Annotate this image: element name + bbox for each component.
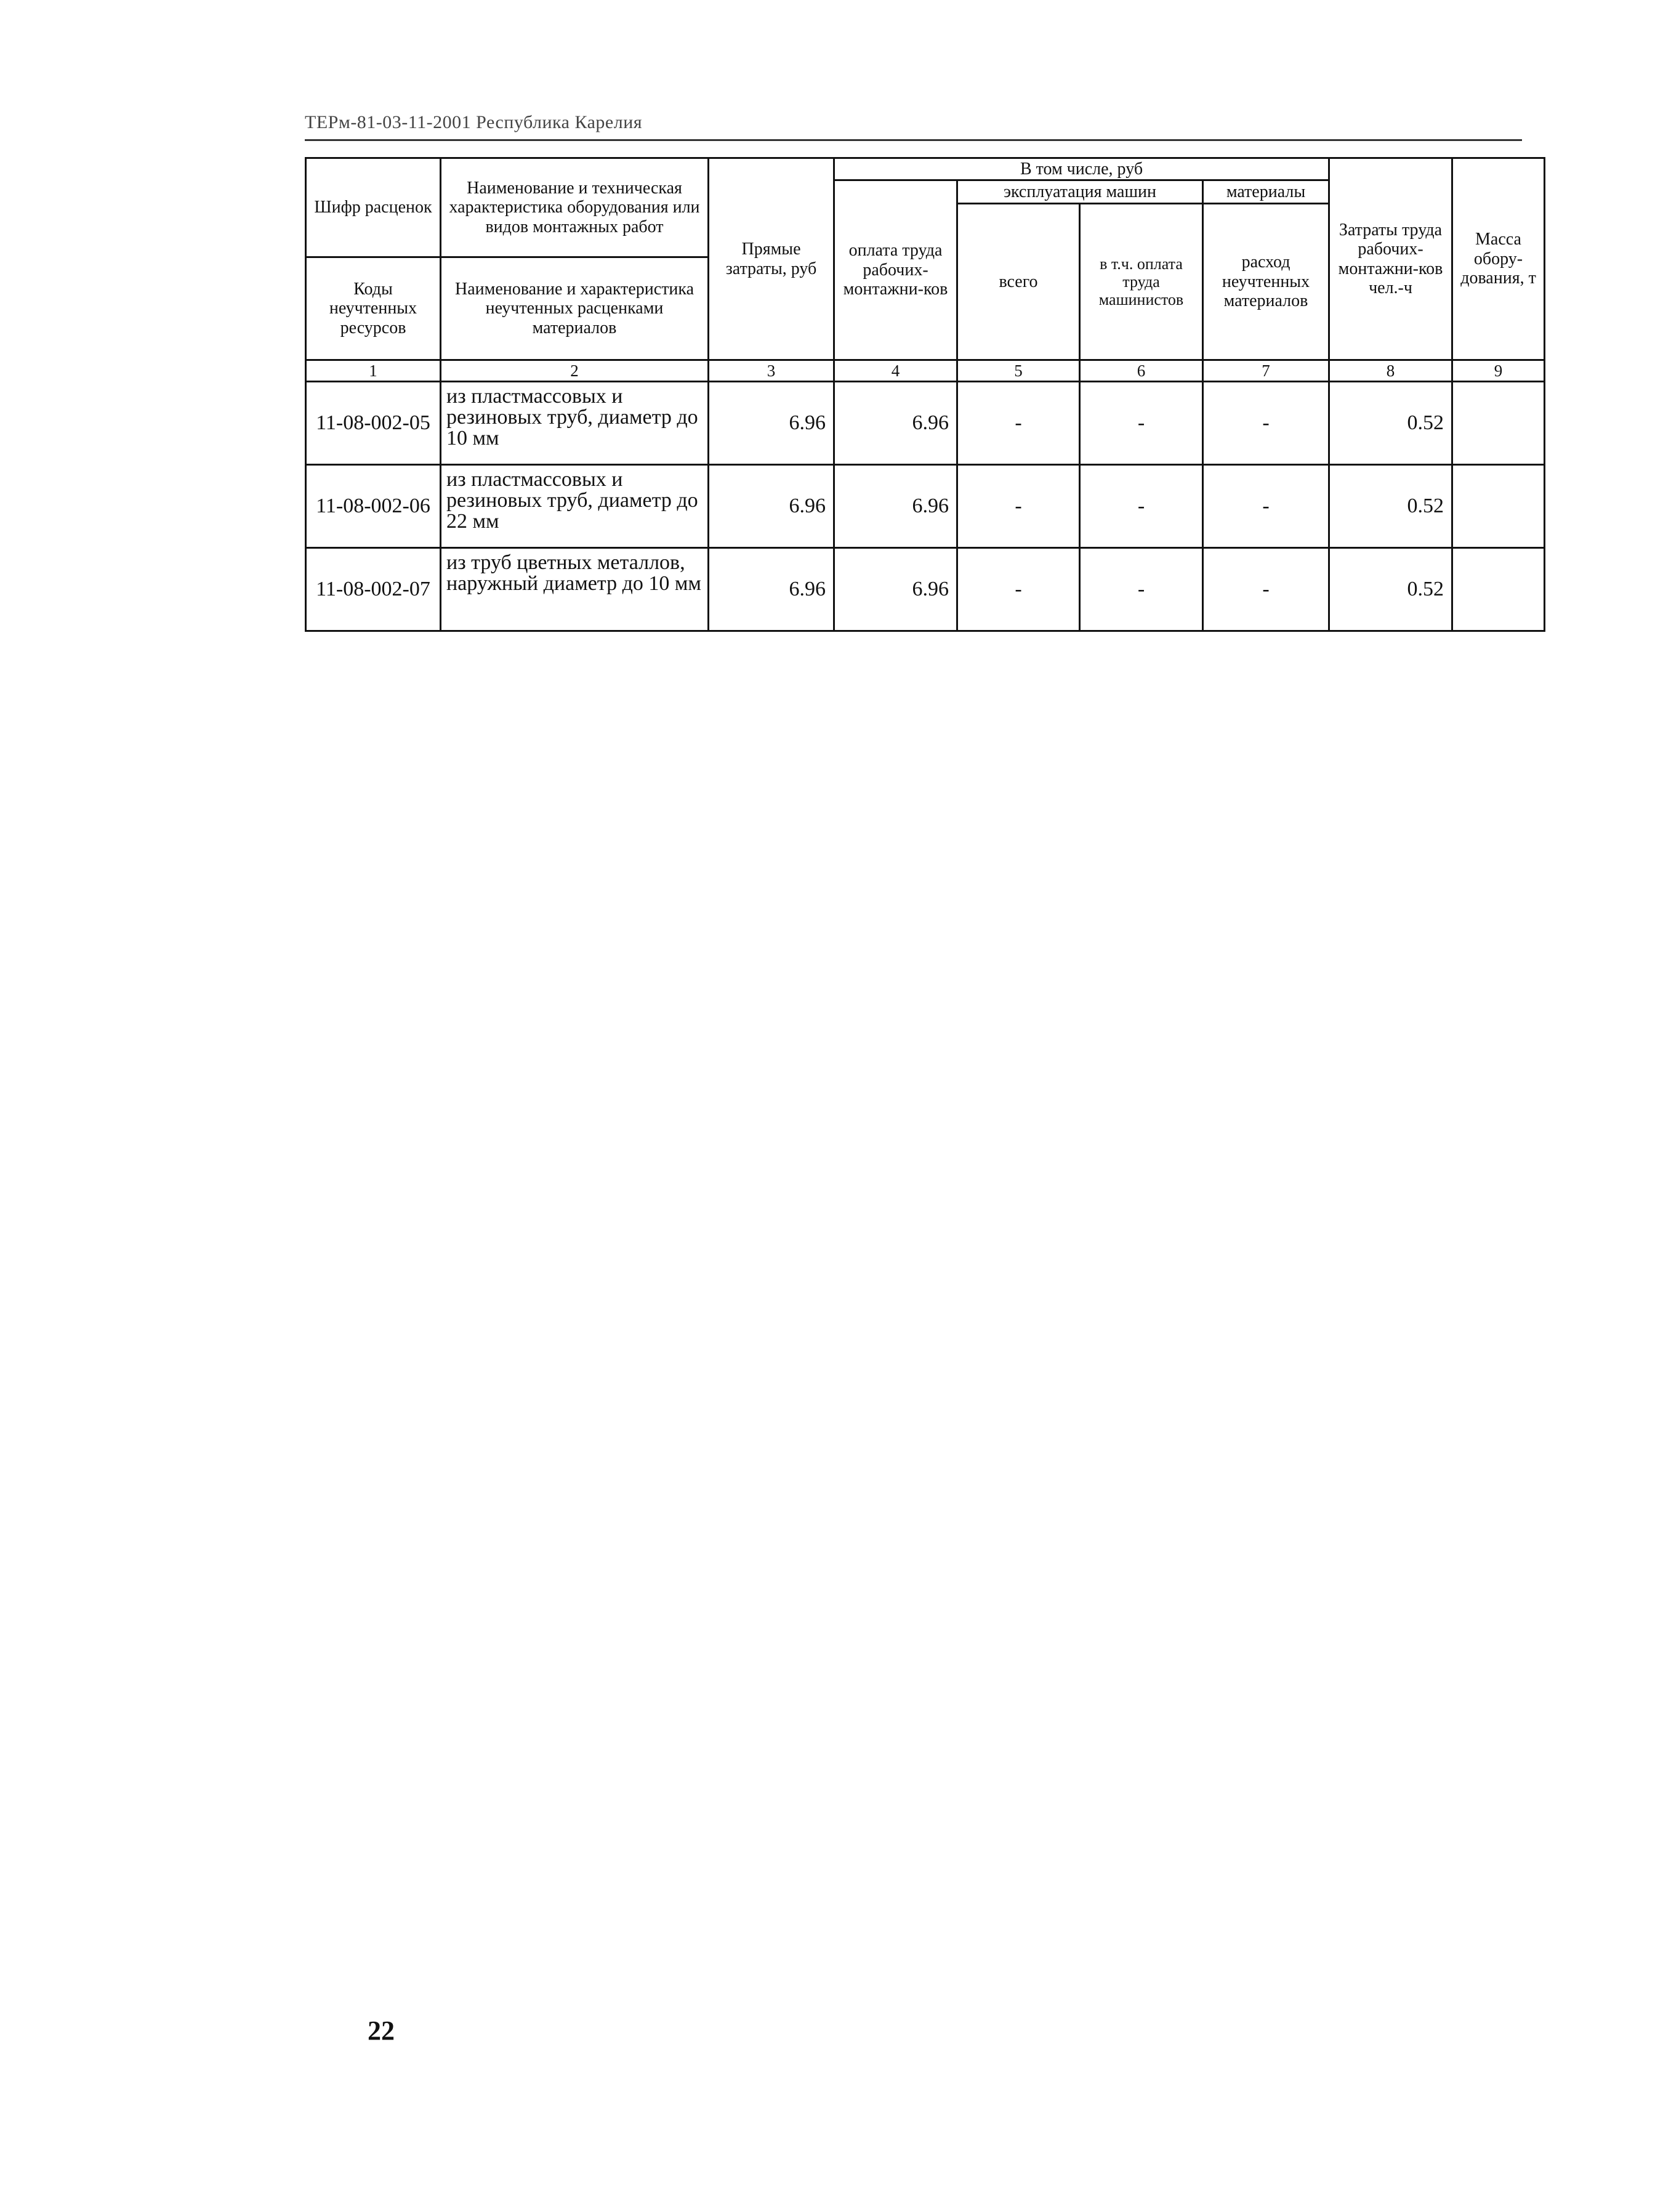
equipment-mass-value <box>1452 382 1545 465</box>
column-number: 5 <box>957 360 1080 382</box>
header-materials: материалы <box>1203 180 1329 204</box>
page-number: 22 <box>368 2016 395 2046</box>
column-number: 6 <box>1080 360 1203 382</box>
header-including: В том числе, руб <box>834 158 1329 180</box>
running-header: ТЕРм-81-03-11-2001 Республика Карелия <box>305 112 643 132</box>
header-machine-total: всего <box>957 203 1080 360</box>
header-code: Шифр расценок <box>306 158 441 257</box>
column-number: 3 <box>709 360 834 382</box>
header-unaccounted-name: Наименование и характеристика неучтенных расценками материалов <box>441 257 709 360</box>
direct-costs-value: 6.96 <box>709 465 834 548</box>
header-direct-costs: Прямые затраты, руб <box>709 158 834 360</box>
worker-wage-value: 6.96 <box>834 382 957 465</box>
machinist-wage-value: - <box>1080 548 1203 631</box>
materials-value: - <box>1203 548 1329 631</box>
worker-wage-value: 6.96 <box>834 548 957 631</box>
rate-code: 11-08-002-06 <box>306 465 441 548</box>
table-row <box>306 465 1545 548</box>
rates-table <box>305 157 1545 632</box>
header-machinist-wage: в т.ч. оплата труда машинистов <box>1080 203 1203 360</box>
labor-value: 0.52 <box>1329 465 1452 548</box>
header-equipment-mass: Масса обору-дования, т <box>1452 158 1545 360</box>
header-resource-codes: Коды неучтенных ресурсов <box>306 257 441 360</box>
machine-total-value: - <box>957 382 1080 465</box>
rate-code: 11-08-002-05 <box>306 382 441 465</box>
direct-costs-value: 6.96 <box>709 548 834 631</box>
machinist-wage-value: - <box>1080 382 1203 465</box>
column-number: 2 <box>441 360 709 382</box>
materials-value: - <box>1203 465 1329 548</box>
materials-value: - <box>1203 382 1329 465</box>
machine-total-value: - <box>957 548 1080 631</box>
column-number: 7 <box>1203 360 1329 382</box>
worker-wage-value: 6.96 <box>834 465 957 548</box>
equipment-mass-value <box>1452 465 1545 548</box>
header-worker-wage: оплата труда рабочих-монтажни-ков <box>834 180 957 360</box>
column-number: 8 <box>1329 360 1452 382</box>
header-rule <box>305 139 1522 141</box>
labor-value: 0.52 <box>1329 382 1452 465</box>
column-number: 4 <box>834 360 957 382</box>
header-machine-operation: эксплуатация машин <box>957 180 1203 204</box>
equipment-mass-value <box>1452 548 1545 631</box>
rate-name: из пластмассовых и резиновых труб, диаметр до 10 мм <box>441 382 709 465</box>
rate-name: из труб цветных металлов, наружный диаметр до 10 мм <box>441 548 709 631</box>
rate-name: из пластмассовых и резиновых труб, диаметр до 22 мм <box>441 465 709 548</box>
machinist-wage-value: - <box>1080 465 1203 548</box>
column-number: 9 <box>1452 360 1545 382</box>
direct-costs-value: 6.96 <box>709 382 834 465</box>
header-name: Наименование и техническая характеристика оборудования или видов монтажных работ <box>441 158 709 257</box>
labor-value: 0.52 <box>1329 548 1452 631</box>
column-number: 1 <box>306 360 441 382</box>
table-row <box>306 548 1545 631</box>
rate-code: 11-08-002-07 <box>306 548 441 631</box>
machine-total-value: - <box>957 465 1080 548</box>
header-unaccounted-materials: расход неучтенных материалов <box>1203 203 1329 360</box>
header-labor: Затраты труда рабочих-монтажни-ков чел.-ч <box>1329 158 1452 360</box>
table-row <box>306 382 1545 465</box>
